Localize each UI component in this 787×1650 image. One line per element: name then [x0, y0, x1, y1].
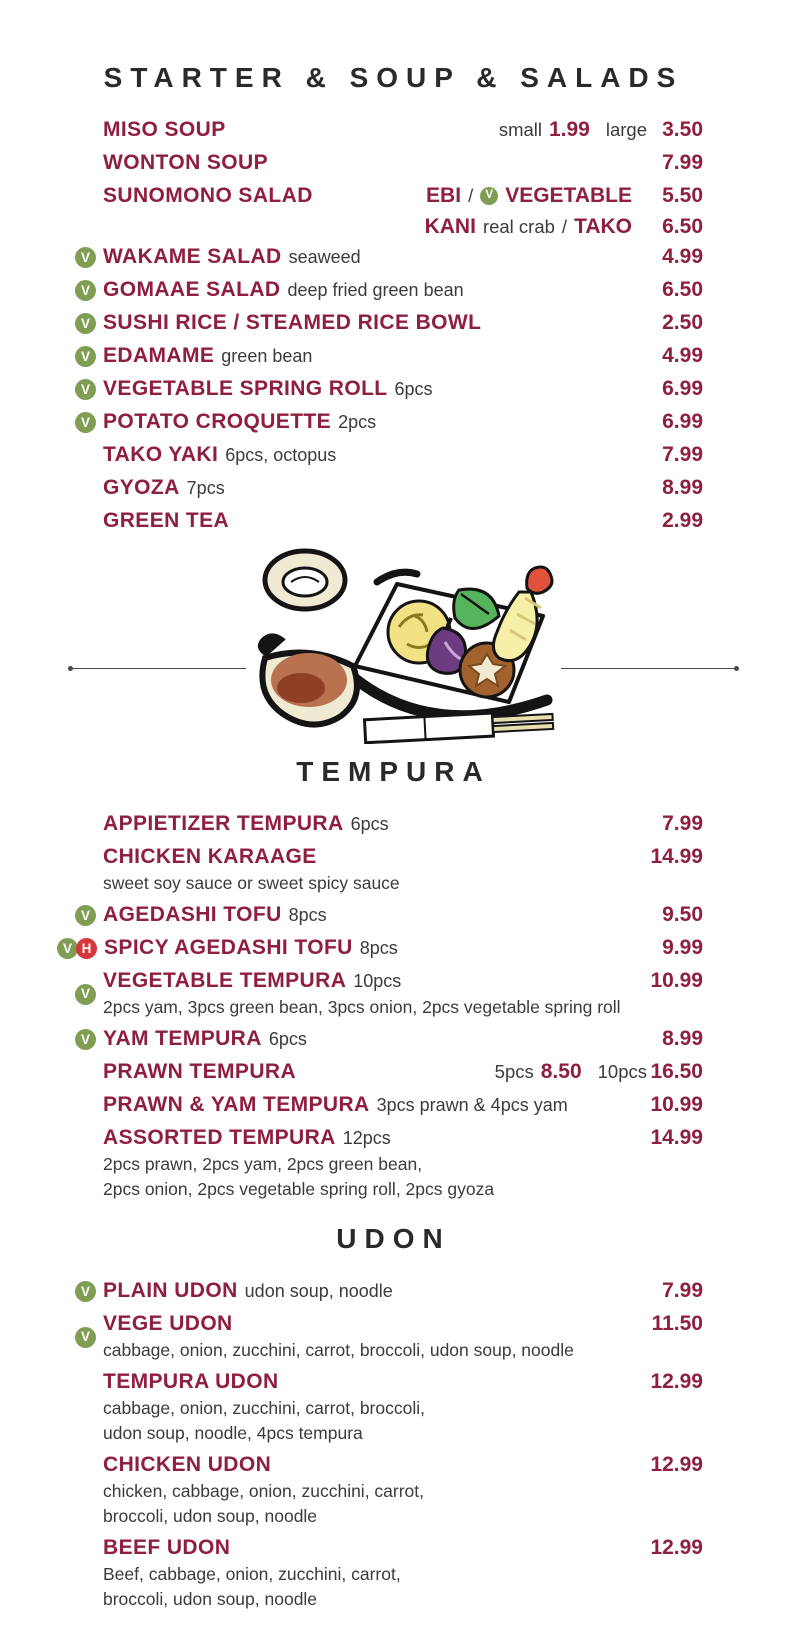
item-name: TAKO YAKI — [103, 443, 219, 466]
item-name: ASSORTED TEMPURA — [103, 1126, 336, 1149]
item-name: POTATO CROQUETTE — [103, 410, 332, 433]
item-desc-line: udon soup, noodle, 4pcs tempura — [103, 1423, 363, 1443]
menu-item-sunomono-salad-line2 — [0, 213, 787, 241]
item-desc: 10pcs — [353, 971, 402, 991]
vegetarian-icon: V — [75, 905, 96, 926]
tempura-rows — [0, 808, 787, 1205]
price-large: 3.50 — [662, 118, 703, 141]
starters-rows — [0, 114, 787, 538]
item-name: WONTON SOUP — [103, 151, 269, 174]
item-desc: 6pcs — [268, 1029, 307, 1049]
item-price: 12.99 — [650, 1453, 703, 1476]
menu-item-edamame — [0, 340, 787, 373]
item-desc: 7pcs — [186, 478, 225, 498]
item-name: GOMAAE SALAD — [103, 278, 281, 301]
vegetarian-icon: V — [75, 412, 96, 433]
size-prices — [495, 1060, 647, 1084]
menu-item-sunomono-salad — [0, 180, 787, 213]
item-desc-line: chicken, cabbage, onion, zucchini, carrot, — [103, 1481, 425, 1501]
menu-item-tako-yaki — [0, 439, 787, 472]
menu-item-miso-soup — [0, 114, 787, 147]
item-name: SPICY AGEDASHI TOFU — [104, 936, 353, 959]
item-desc: green bean — [221, 346, 313, 366]
size-label-5pcs: 5pcs — [494, 1061, 534, 1082]
item-name: MISO SOUP — [103, 118, 226, 141]
size-label-large: large — [605, 119, 647, 140]
item-name: VEGE UDON — [103, 1312, 233, 1335]
item-price: 6.99 — [662, 410, 703, 433]
vegetarian-icon: V — [75, 1327, 96, 1348]
item-name: TEMPURA UDON — [103, 1370, 279, 1393]
item-desc-line: 2pcs prawn, 2pcs yam, 2pcs green bean, — [103, 1154, 423, 1174]
item-price: 11.50 — [651, 1312, 703, 1335]
item-price: 7.99 — [662, 812, 703, 835]
menu-item-sushi-rice — [0, 307, 787, 340]
menu-item-plain-udon — [0, 1275, 787, 1308]
item-price: 10.99 — [650, 1093, 703, 1116]
item-desc: 8pcs — [288, 905, 327, 925]
variant-kani-tako — [425, 215, 703, 239]
item-price: 10.99 — [650, 969, 703, 992]
variant-price: 5.50 — [662, 184, 703, 207]
divider-illustration-block — [0, 540, 787, 738]
item-price: 6.50 — [662, 278, 703, 301]
item-desc: 12pcs — [342, 1128, 391, 1148]
item-name: PRAWN & YAM TEMPURA — [103, 1093, 370, 1116]
item-price: 8.99 — [662, 1027, 703, 1050]
item-name: VEGETABLE SPRING ROLL — [103, 377, 388, 400]
item-price: 12.99 — [650, 1536, 703, 1559]
menu-item-appietizer-tempura — [0, 808, 787, 841]
menu-item-yam-tempura — [0, 1023, 787, 1056]
menu-item-assorted-tempura — [0, 1122, 787, 1205]
item-name: BEEF UDON — [103, 1536, 231, 1559]
menu-item-gyoza — [0, 472, 787, 505]
slash: / — [561, 216, 568, 237]
variant-kani: KANI — [424, 215, 476, 238]
item-desc-line: broccoli, udon soup, noodle — [103, 1506, 318, 1526]
divider-line-right — [561, 668, 737, 669]
variant-price: 6.50 — [662, 215, 703, 238]
item-price: 2.99 — [662, 509, 703, 532]
item-price: 14.99 — [650, 1126, 703, 1149]
menu-item-spicy-agedashi-tofu — [0, 932, 787, 965]
item-name: GYOZA — [103, 476, 180, 499]
udon-rows — [0, 1275, 787, 1615]
item-name: WAKAME SALAD — [103, 245, 282, 268]
item-price: 4.99 — [662, 245, 703, 268]
menu-item-potato-croquette — [0, 406, 787, 439]
item-price: 8.99 — [662, 476, 703, 499]
vegetarian-icon: V — [75, 1029, 96, 1050]
variant-vegetable: VEGETABLE — [505, 184, 632, 207]
price-5pcs: 8.50 — [540, 1060, 582, 1083]
vegetarian-icon: V — [480, 187, 498, 205]
menu-item-vegetable-tempura — [0, 965, 787, 1023]
item-price: 2.50 — [662, 311, 703, 334]
divider-line-left — [70, 668, 246, 669]
price-small: 1.99 — [548, 118, 590, 141]
item-price: 4.99 — [662, 344, 703, 367]
item-name: YAM TEMPURA — [103, 1027, 262, 1050]
vegetarian-icon: V — [75, 346, 96, 367]
menu-item-wonton-soup — [0, 147, 787, 180]
section-title-udon: UDON — [336, 1223, 451, 1254]
divider-dot-right — [734, 666, 739, 671]
item-desc: 6pcs, octopus — [225, 445, 337, 465]
item-name: APPIETIZER TEMPURA — [103, 812, 344, 835]
item-name: SUSHI RICE / STEAMED RICE BOWL — [103, 311, 482, 334]
menu-item-wakame-salad — [0, 241, 787, 274]
item-desc-line: 2pcs onion, 2pcs vegetable spring roll, 2pcs gyoza — [103, 1179, 495, 1199]
item-price: 7.99 — [662, 443, 703, 466]
item-desc: 6pcs — [350, 814, 389, 834]
item-price: 7.99 — [662, 151, 703, 174]
item-name: SUNOMONO SALAD — [103, 184, 313, 207]
divider-dot-left — [68, 666, 73, 671]
section-title-tempura: TEMPURA — [296, 756, 491, 787]
item-price: 9.50 — [662, 903, 703, 926]
vegetarian-icon: V — [75, 313, 96, 334]
menu-item-prawn-tempura — [0, 1056, 787, 1089]
size-prices — [499, 118, 647, 142]
menu-item-chicken-udon — [0, 1449, 787, 1532]
item-price: 9.99 — [662, 936, 703, 959]
item-name: VEGETABLE TEMPURA — [103, 969, 347, 992]
spicy-icon: H — [76, 938, 97, 959]
vegetarian-icon: V — [75, 379, 96, 400]
item-name: CHICKEN UDON — [103, 1453, 272, 1476]
menu-item-beef-udon — [0, 1532, 787, 1615]
item-desc-line: cabbage, onion, zucchini, carrot, broccoli, — [103, 1398, 425, 1418]
variant-kani-desc: real crab — [482, 216, 555, 237]
menu-item-tempura-udon — [0, 1366, 787, 1449]
vegetarian-icon: V — [75, 280, 96, 301]
menu-item-gomaae-salad — [0, 274, 787, 307]
item-desc-line: 2pcs yam, 3pcs green bean, 3pcs onion, 2pcs vegetable spring roll — [103, 997, 621, 1017]
item-desc: deep fried green bean — [287, 280, 464, 300]
tempura-plate-illustration — [247, 532, 567, 744]
variant-ebi-vegetable — [426, 184, 703, 208]
item-name: PLAIN UDON — [103, 1279, 238, 1302]
item-desc: 8pcs — [359, 938, 398, 958]
vegetarian-icon: V — [75, 247, 96, 268]
item-desc-line: sweet soy sauce or sweet spicy sauce — [103, 873, 400, 893]
menu-item-chicken-karaage — [0, 841, 787, 899]
item-desc: udon soup, noodle — [244, 1281, 393, 1301]
price-10pcs: 16.50 — [650, 1060, 703, 1083]
item-name: CHICKEN KARAAGE — [103, 845, 317, 868]
item-desc-line: broccoli, udon soup, noodle — [103, 1589, 318, 1609]
item-name: GREEN TEA — [103, 509, 230, 532]
item-price: 12.99 — [650, 1370, 703, 1393]
item-desc-line: cabbage, onion, zucchini, carrot, broccoli, udon soup, noodle — [103, 1340, 574, 1360]
item-price: 7.99 — [662, 1279, 703, 1302]
item-name: PRAWN TEMPURA — [103, 1060, 297, 1083]
section-title-starters: STARTER & SOUP & SALADS — [103, 62, 684, 93]
slash: / — [468, 185, 474, 206]
item-desc: 6pcs — [394, 379, 433, 399]
vegetarian-icon: V — [75, 984, 96, 1005]
item-price: 14.99 — [650, 845, 703, 868]
menu-item-prawn-yam-tempura — [0, 1089, 787, 1122]
item-desc: seaweed — [288, 247, 361, 267]
size-label-10pcs: 10pcs — [597, 1061, 647, 1082]
item-name: AGEDASHI TOFU — [103, 903, 282, 926]
menu-item-vegetable-spring-roll — [0, 373, 787, 406]
variant-ebi: EBI — [426, 184, 462, 207]
item-desc: 2pcs — [338, 412, 377, 432]
vegetarian-icon: V — [75, 1281, 96, 1302]
item-desc-line: Beef, cabbage, onion, zucchini, carrot, — [103, 1564, 401, 1584]
variant-tako: TAKO — [574, 215, 632, 238]
size-label-small: small — [498, 119, 542, 140]
item-name: EDAMAME — [103, 344, 215, 367]
item-price: 6.99 — [662, 377, 703, 400]
item-desc: 3pcs prawn & 4pcs yam — [376, 1095, 568, 1115]
menu-item-agedashi-tofu — [0, 899, 787, 932]
vegetarian-icon: V — [57, 938, 78, 959]
menu-item-vege-udon — [0, 1308, 787, 1366]
